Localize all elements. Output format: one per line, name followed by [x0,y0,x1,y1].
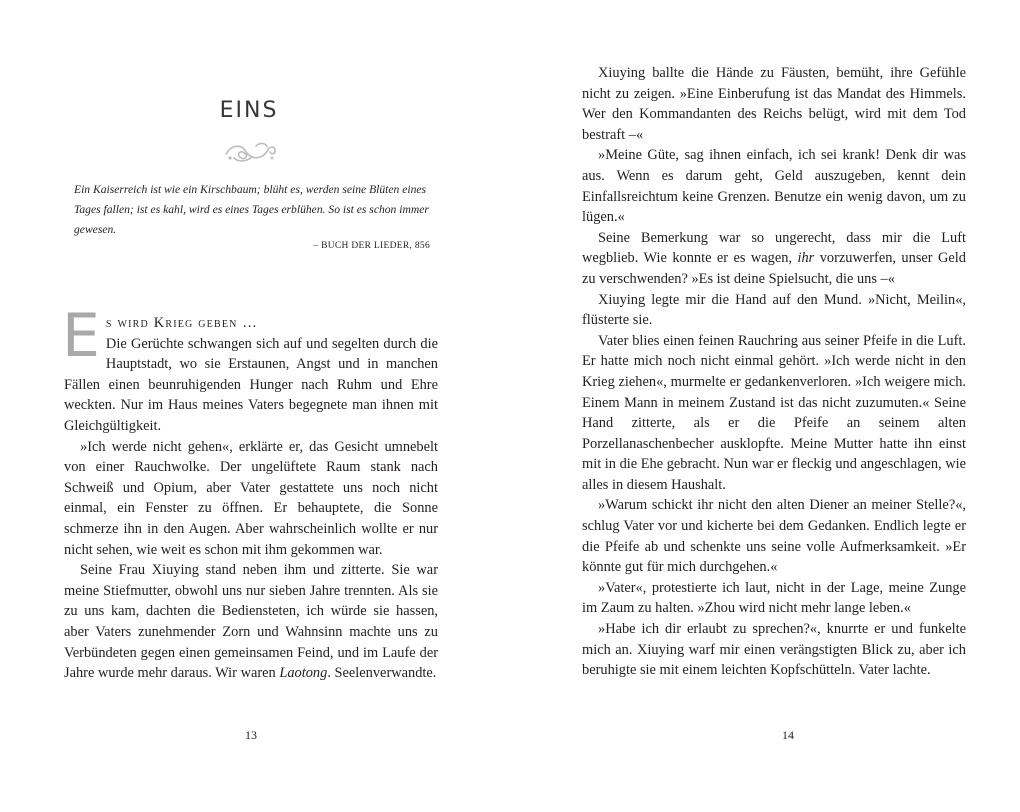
paragraph: »Warum schickt ihr nicht den alten Diener an meiner Stelle?«, schlug Vater vor und kicherte bei dem Gedanken. Endlich legte er die Pfeife ab und schenkte uns seine volle Aufmerksamkeit. »Er könnte gut für mich durchgehen.« [582,497,966,576]
page-number: 14 [782,728,794,742]
chapter-title: EINS [219,98,279,123]
attribution-number: 856 [414,241,430,251]
paragraph: »Vater«, protestierte ich laut, nicht in der Lage, meine Zunge im Zaum zu halten. »Zhou wird nicht mehr lange leben.« [582,579,966,617]
right-page [510,0,1020,812]
left-body-text [62,301,438,684]
paragraph [582,228,966,290]
italic-word: ihr [797,250,815,267]
lead-in: s wird Krieg geben … [105,315,258,331]
paragraph-text: vorzuwerfen, unser Geld zu verschwenden? »Es ist deine Spielsucht, die uns –« [582,250,966,287]
epigraph-attribution [313,241,430,251]
drop-cap: E [62,301,100,371]
paragraph [64,560,438,684]
page-number: 13 [245,728,257,742]
attribution-source: – BUCH DER LIEDER, [313,241,415,251]
flourish-ornament-icon [222,140,278,164]
paragraph-text: Seine Frau Xiuying stand neben ihm und zitterte. Sie war meine Stiefmutter, obwohl uns nur sieben Jahre trennten. Als sie zu uns kam, dachten die Bediensteten, ich würde sie hassen, aber Vaters zunehmender Zorn und Wahnsinn machte uns zu Verbündeten gegen einen gemeinsamen Feind, und im Laufe der Jahre wurde mehr daraus. Wir waren [64,562,438,682]
right-body-text [582,63,966,681]
paragraph: »Ich werde nicht gehen«, erklärte er, das Gesicht umnebelt von einer Rauchwolke. Der ungelüftete Raum stank nach Schweiß und Opium, aber Vater gestattete uns noch nicht einmal, ein Fenster zu öffnen. Er behauptete, die Sonne schmerze ihn in den Augen. Aber wahrscheinlich wollte er nur nicht sehen, wie weit es schon mit ihm gekommen war. [64,438,438,558]
paragraph: »Habe ich dir erlaubt zu sprechen?«, knurrte er und funkelte mich an. Xiuying warf mir einen verängstigten Blick zu, aber ich beruhigte sie mit einem leichten Kopfschütteln. Vater lachte. [582,621,966,679]
paragraph: Xiuying legte mir die Hand auf den Mund. »Nicht, Meilin«, flüsterte sie. [582,291,966,329]
paragraph: »Meine Güte, sag ihnen einfach, ich sei krank! Denk dir was aus. Wenn es darum geht, Geld auszugeben, kennt dein Einfallsreichtum keine Grenzen. Benutze ein wenig davon, um zu lügen.« [582,147,966,226]
paragraph-text: Seine Bemerkung war so ungerecht, dass mir die Luft wegblieb. Wie konnte er es wagen, [582,229,966,267]
paragraph: Vater blies einen feinen Rauchring aus seiner Pfeife in die Luft. Er hatte mich noch nicht einmal gehört. »Ich werde nicht in den Krieg ziehen«, murmelte er gedankenverloren. »Ich weigere mich. Einem Mann in meinem Zustand ist das nicht zuzumuten.« Seine Hand zitterte, als er die Pfeife an seinem alten Porzellanaschenbecher ausklopfte. Meine Mutter hatte ihn einst mit in die Ehe gebracht. Nun war er fleckig und angeschlagen, wie alles in diesem Haushalt. [582,332,967,493]
paragraph [62,301,438,437]
paragraph-text: Die Gerüchte schwangen sich auf und segelten durch die Hauptstadt, wo sie Erstaunen, Angst und in manchen Fällen einen beunruhigenden Hunger nach Ruhm und Ehre weckten. Nur im Haus meines Vaters begegnete man ihnen mit Gleichgültigkeit. [64,335,438,434]
epigraph: Ein Kaiserreich ist wie ein Kirschbaum; blüht es, werden seine Blüten eines Tages fallen; ist es kahl, wird es eines Tages erblühen. So ist es schon immer gewesen. [74,183,429,237]
paragraph: Xiuying ballte die Hände zu Fäusten, bemüht, ihre Gefühle nicht zu zeigen. »Eine Einberufung ist das Mandat des Himmels. Wer den Kommandanten des Reichs belügt, wird mit dem Tod bestraft –« [582,65,966,143]
paragraph-text: . Seelenverwandte. [327,665,437,682]
italic-word: Laotong [279,665,328,682]
